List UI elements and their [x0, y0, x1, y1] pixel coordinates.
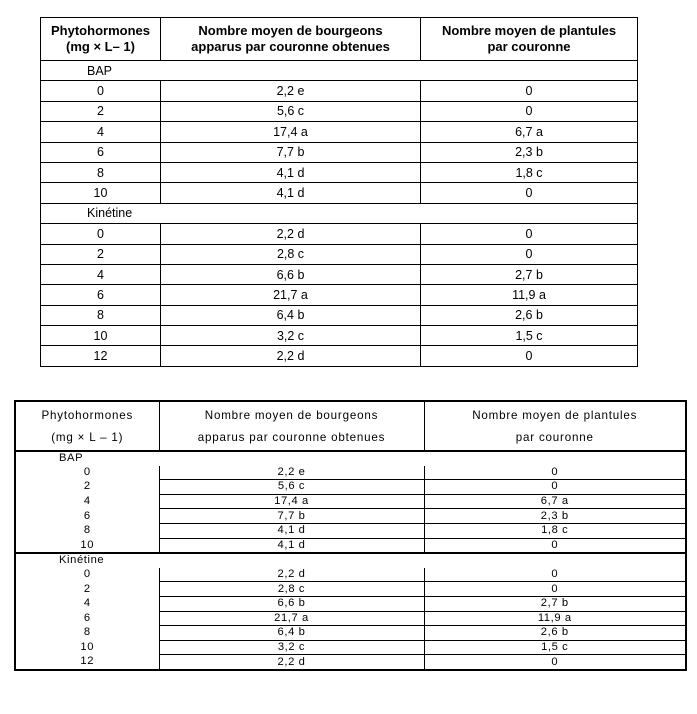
concentration-cell: 8 [83, 626, 91, 639]
header-line: Nombre moyen de plantules [441, 23, 617, 38]
header-line: (mg × L– 1) [66, 39, 135, 54]
concentration-cell: 8 [41, 305, 161, 325]
bourgeons-cell: 3,2 c [161, 326, 421, 346]
bourgeons-cell: 7,7 b [161, 142, 421, 162]
group-label: Kinétine [15, 553, 686, 568]
plantules-cell: 11,9 a [424, 611, 686, 626]
table-row [15, 509, 686, 524]
header-row [15, 401, 686, 451]
bourgeons-cell: 4,1 d [161, 183, 421, 203]
table-row [15, 596, 686, 611]
plantules-cell: 2,6 b [421, 305, 638, 325]
table-row [15, 655, 686, 670]
table-row [15, 568, 686, 582]
concentration-cell: 6 [83, 509, 91, 522]
concentration-cell: 0 [41, 224, 161, 244]
bourgeons-cell: 5,6 c [159, 480, 424, 495]
plantules-cell: 0 [424, 480, 686, 495]
bourgeons-cell: 5,6 c [161, 101, 421, 121]
bourgeons-cell: 21,7 a [161, 285, 421, 305]
concentration-cell: 0 [83, 466, 91, 479]
concentration-cell: 12 [80, 655, 95, 668]
plantules-cell: 0 [421, 244, 638, 264]
header-bourgeons [159, 401, 424, 451]
concentration-cell: 0 [41, 81, 161, 101]
bourgeons-cell: 6,4 b [161, 305, 421, 325]
concentration-cell: 2 [83, 480, 91, 493]
table-row [41, 81, 638, 101]
header-line: (mg × L – 1) [51, 431, 124, 444]
bourgeons-cell: 3,2 c [159, 640, 424, 655]
plantules-cell: 0 [424, 655, 686, 670]
plantules-cell: 2,6 b [424, 626, 686, 641]
table-row [15, 480, 686, 495]
concentration-cell: 0 [83, 568, 91, 581]
bourgeons-cell: 2,2 e [159, 466, 424, 480]
header-line: par couronne [487, 39, 571, 54]
table-row [41, 346, 638, 366]
bourgeons-cell: 4,1 d [159, 523, 424, 538]
group-label: BAP [15, 451, 686, 466]
bourgeons-cell: 2,2 d [159, 655, 424, 670]
table-row [41, 264, 638, 284]
concentration-cell: 2 [41, 244, 161, 264]
plantules-cell: 2,3 b [424, 509, 686, 524]
bourgeons-cell: 7,7 b [159, 509, 424, 524]
group-row [41, 61, 638, 81]
header-line: Nombre moyen de plantules [472, 409, 638, 422]
table-row [15, 582, 686, 597]
bourgeons-cell: 2,2 d [159, 568, 424, 582]
concentration-cell: 8 [83, 524, 91, 537]
table-row [15, 640, 686, 655]
table-row [41, 183, 638, 203]
bourgeons-cell: 2,8 c [161, 244, 421, 264]
concentration-cell: 4 [41, 264, 161, 284]
header-plantules [424, 401, 686, 451]
plantules-cell: 2,7 b [424, 596, 686, 611]
header-line: apparus par couronne obtenues [197, 431, 386, 444]
header-plantules [421, 18, 638, 61]
group-row [41, 203, 638, 223]
bourgeons-cell: 21,7 a [159, 611, 424, 626]
plantules-cell: 11,9 a [421, 285, 638, 305]
table-row [15, 494, 686, 509]
table-row [41, 162, 638, 182]
plantules-cell: 0 [424, 568, 686, 582]
header-line: Nombre moyen de bourgeons [198, 23, 383, 38]
table-row [41, 101, 638, 121]
group-label: Kinétine [41, 203, 638, 223]
table-row [41, 326, 638, 346]
plantules-cell: 0 [424, 582, 686, 597]
bourgeons-cell: 6,6 b [159, 596, 424, 611]
concentration-cell: 4 [41, 122, 161, 142]
plantules-cell: 2,3 b [421, 142, 638, 162]
concentration-cell: 10 [41, 326, 161, 346]
concentration-cell: 2 [83, 582, 91, 595]
table-row [41, 305, 638, 325]
concentration-cell: 6 [41, 142, 161, 162]
header-phytohormones [15, 401, 159, 451]
results-table-bold [40, 17, 638, 367]
table-row [15, 538, 686, 553]
header-row [41, 18, 638, 61]
plantules-cell: 6,7 a [424, 494, 686, 509]
bourgeons-cell: 2,8 c [159, 582, 424, 597]
plantules-cell: 1,5 c [421, 326, 638, 346]
group-row [15, 451, 686, 466]
plantules-cell: 0 [421, 101, 638, 121]
bourgeons-cell: 6,4 b [159, 626, 424, 641]
concentration-cell: 8 [41, 162, 161, 182]
header-line: Nombre moyen de bourgeons [204, 409, 379, 422]
plantules-cell: 0 [424, 538, 686, 553]
plantules-cell: 1,8 c [424, 523, 686, 538]
bourgeons-cell: 17,4 a [161, 122, 421, 142]
results-table-regular [14, 400, 687, 671]
plantules-cell: 0 [424, 466, 686, 480]
bourgeons-cell: 4,1 d [159, 538, 424, 553]
table-row [41, 224, 638, 244]
bourgeons-cell: 6,6 b [161, 264, 421, 284]
bourgeons-cell: 2,2 d [161, 224, 421, 244]
table-row [15, 611, 686, 626]
plantules-cell: 0 [421, 183, 638, 203]
table-row [41, 122, 638, 142]
plantules-cell: 0 [421, 346, 638, 366]
concentration-cell: 4 [83, 597, 91, 610]
bourgeons-cell: 2,2 e [161, 81, 421, 101]
bourgeons-cell: 2,2 d [161, 346, 421, 366]
concentration-cell: 2 [41, 101, 161, 121]
bourgeons-cell: 17,4 a [159, 494, 424, 509]
plantules-cell: 0 [421, 224, 638, 244]
header-line: par couronne [515, 431, 594, 444]
table-row [41, 142, 638, 162]
bourgeons-cell: 4,1 d [161, 162, 421, 182]
concentration-cell: 6 [41, 285, 161, 305]
header-phytohormones [41, 18, 161, 61]
concentration-cell: 10 [80, 641, 95, 654]
concentration-cell: 10 [80, 538, 95, 551]
table-row [41, 244, 638, 264]
header-line: Phytohormones [41, 409, 134, 422]
table-row [15, 466, 686, 480]
group-label: BAP [41, 61, 638, 81]
plantules-cell: 2,7 b [421, 264, 638, 284]
header-line: Phytohormones [51, 23, 150, 38]
plantules-cell: 6,7 a [421, 122, 638, 142]
plantules-cell: 1,8 c [421, 162, 638, 182]
header-bourgeons [161, 18, 421, 61]
plantules-cell: 0 [421, 81, 638, 101]
table-row [41, 285, 638, 305]
concentration-cell: 6 [83, 611, 91, 624]
concentration-cell: 12 [41, 346, 161, 366]
header-line: apparus par couronne obtenues [191, 39, 390, 54]
plantules-cell: 1,5 c [424, 640, 686, 655]
concentration-cell: 10 [41, 183, 161, 203]
group-row [15, 553, 686, 568]
concentration-cell: 4 [83, 495, 91, 508]
table-row [15, 523, 686, 538]
table-row [15, 626, 686, 641]
